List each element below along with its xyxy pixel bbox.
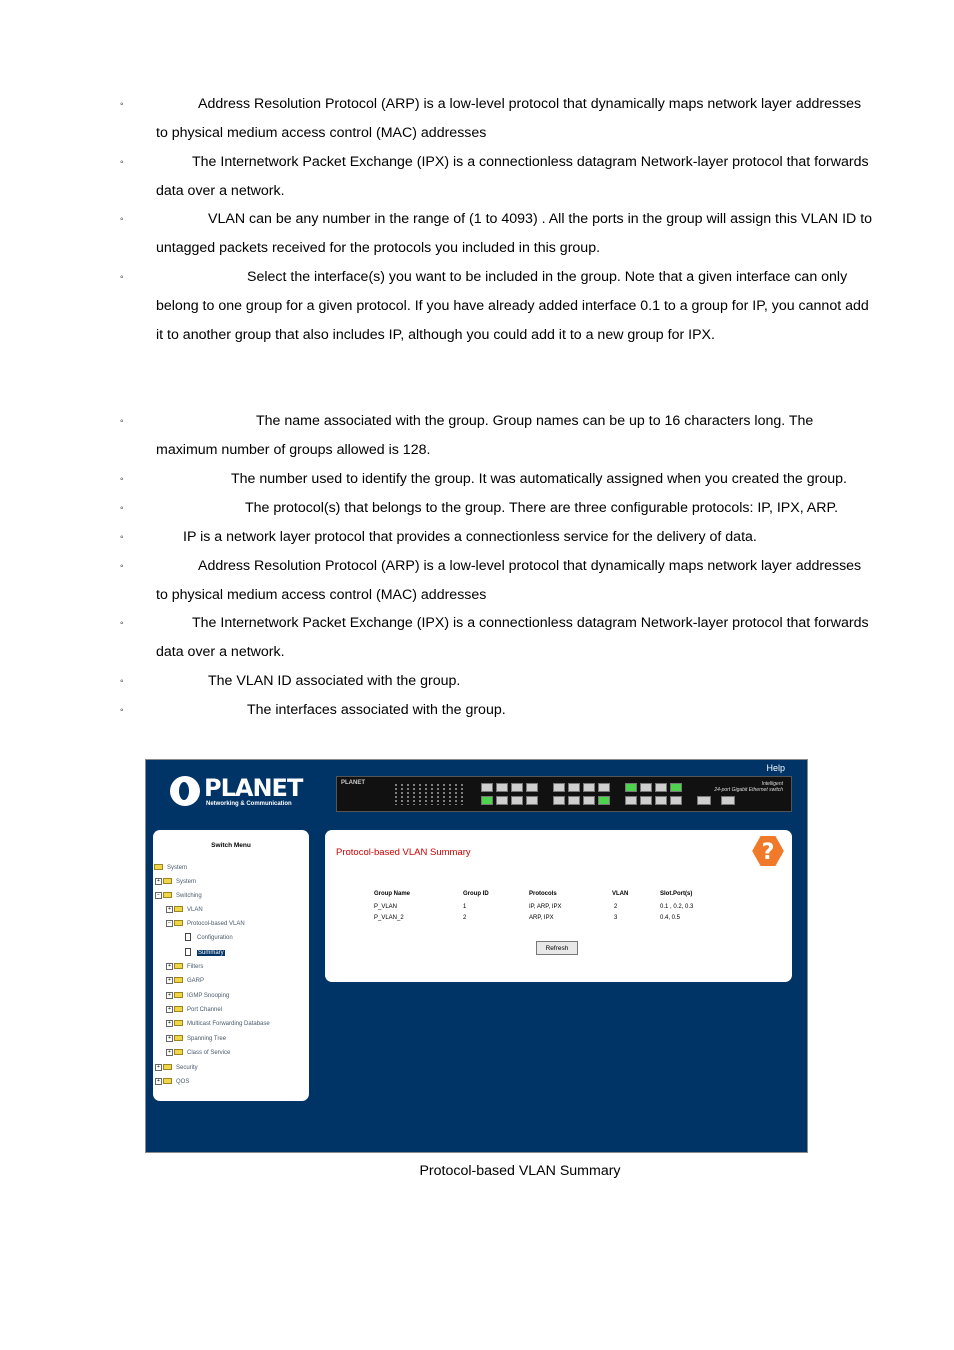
folder-icon — [163, 1064, 172, 1070]
bullet-arp-1 — [120, 90, 882, 148]
folder-open-icon — [174, 920, 183, 926]
device-title-line1: Intelligent — [761, 781, 783, 787]
folder-icon — [174, 1006, 183, 1012]
fiber-port[interactable] — [721, 796, 735, 805]
table-cell: 0.4, 0.5 — [660, 915, 681, 921]
bullet-marker: ◦ — [120, 272, 124, 283]
bullet-text: Address Resolution Protocol (ARP) is a low-level protocol that dynamically maps network layer addresses — [198, 96, 862, 112]
port[interactable] — [526, 796, 538, 805]
bullet-text: The Internetwork Packet Exchange (IPX) is a connectionless datagram Network-layer protocol that forwards — [192, 615, 869, 631]
bullet-marker: ◦ — [120, 676, 124, 687]
port[interactable] — [670, 783, 682, 792]
port[interactable] — [568, 796, 580, 805]
bullet-text: The VLAN ID associated with the group. — [208, 673, 461, 689]
bullet-marker: ◦ — [120, 214, 124, 225]
port[interactable] — [598, 783, 610, 792]
column-header-group-id: Group ID — [463, 891, 489, 897]
menu-item-protocol-based-vlan[interactable] — [166, 919, 245, 929]
port[interactable] — [583, 783, 595, 792]
table-cell: 2 — [463, 915, 467, 921]
switch-menu-header: Switch Menu — [211, 842, 251, 849]
bullet-marker: ◦ — [120, 561, 124, 572]
bullet-marker: ◦ — [120, 157, 124, 168]
device-title-line2: 24-port Gigabit Ethernet switch — [714, 787, 783, 793]
page-icon — [185, 933, 191, 941]
page-title: Protocol-based VLAN Summary — [336, 847, 471, 858]
led-matrix — [393, 783, 463, 805]
bullet-text: The number used to identify the group. It was automatically assigned when you created the group. — [231, 471, 847, 487]
menu-item-system-root[interactable] — [154, 863, 187, 873]
port[interactable] — [583, 796, 595, 805]
menu-item-label: Multicast Forwarding Database — [187, 1021, 270, 1027]
port[interactable] — [640, 783, 652, 792]
menu-item-label: Spanning Tree — [187, 1036, 227, 1042]
embedded-screenshot — [145, 759, 808, 1153]
help-icon[interactable] — [750, 834, 786, 868]
menu-item-igmp-snooping[interactable] — [166, 991, 229, 1001]
menu-item-label-selected: Summary — [198, 950, 224, 956]
bullet-text-cont: data over a network. — [156, 183, 285, 199]
expand-icon[interactable]: + — [155, 1078, 162, 1085]
summary-panel — [325, 830, 792, 982]
bullet-text: The name associated with the group. Group names can be up to 16 characters long. The — [256, 413, 814, 429]
port[interactable] — [553, 783, 565, 792]
column-header-vlan: VLAN — [612, 891, 629, 897]
port[interactable] — [598, 796, 610, 805]
collapse-icon[interactable]: − — [166, 920, 173, 927]
folder-icon — [174, 1049, 183, 1055]
bullet-text: IP is a network layer protocol that provides a connectionless service for the delivery of data. — [183, 529, 757, 545]
port[interactable] — [511, 796, 523, 805]
menu-item-spanning-tree[interactable] — [166, 1034, 226, 1044]
table-cell: 3 — [614, 915, 618, 921]
menu-item-label: Filters — [187, 964, 204, 970]
port[interactable] — [640, 796, 652, 805]
figure-caption: Protocol-based VLAN Summary — [419, 1163, 621, 1179]
table-cell: 0.1 , 0.2, 0.3 — [660, 904, 694, 910]
planet-logo-mark — [170, 776, 200, 806]
menu-item-label: Port Channel — [187, 1007, 223, 1013]
menu-item-label: VLAN — [187, 907, 203, 913]
folder-icon — [174, 1020, 183, 1026]
help-link[interactable]: Help — [766, 763, 785, 773]
port[interactable] — [511, 783, 523, 792]
expand-icon[interactable]: + — [166, 1049, 173, 1056]
bullet-slot-ports — [120, 696, 882, 725]
bullet-marker: ◦ — [120, 99, 124, 110]
bullet-text: Select the interface(s) you want to be included in the group. Note that a given interface can only — [247, 269, 848, 285]
menu-item-label: IGMP Snooping — [187, 993, 230, 999]
menu-item-garp[interactable] — [166, 976, 204, 986]
bullet-text: VLAN can be any number in the range of (1 to 4093) . All the ports in the group will assign this VLAN ID to — [208, 211, 873, 227]
table-cell: IP, ARP, IPX — [529, 904, 562, 910]
folder-icon — [154, 864, 163, 870]
menu-item-configuration[interactable] — [185, 933, 233, 943]
logo-name: PLANET — [204, 774, 303, 802]
bullet-text: Address Resolution Protocol (ARP) is a low-level protocol that dynamically maps network layer addresses — [198, 558, 862, 574]
bullet-ipx-1 — [120, 148, 882, 206]
bullet-marker: ◦ — [120, 618, 124, 629]
bullet-marker: ◦ — [120, 532, 124, 543]
menu-item-label: Switching — [176, 893, 202, 899]
bullet-protocols — [120, 494, 882, 523]
bullet-text-cont: to physical medium access control (MAC) addresses — [156, 125, 487, 141]
table-cell: 2 — [614, 904, 618, 910]
port[interactable] — [496, 796, 508, 805]
logo-tagline: Networking & Communication — [206, 801, 292, 807]
port[interactable] — [625, 783, 637, 792]
table-cell: P_VLAN — [374, 904, 398, 910]
switch-front-panel — [336, 776, 792, 812]
table-cell: P_VLAN_2 — [374, 915, 404, 921]
folder-icon — [163, 878, 172, 884]
refresh-button[interactable]: Refresh — [536, 941, 578, 955]
menu-item-port-channel[interactable] — [166, 1005, 222, 1015]
table-cell: 1 — [463, 904, 467, 910]
bullet-text: The interfaces associated with the group. — [247, 702, 506, 718]
bullet-text-cont: maximum number of groups allowed is 128. — [156, 442, 431, 458]
bullet-text: The Internetwork Packet Exchange (IPX) is a connectionless datagram Network-layer protocol that forwards — [192, 154, 869, 170]
menu-item-label: Class of Service — [187, 1050, 231, 1056]
port[interactable] — [481, 783, 493, 792]
menu-item-class-of-service[interactable] — [166, 1048, 230, 1058]
bullet-text-cont: data over a network. — [156, 644, 285, 660]
expand-icon[interactable]: + — [166, 1035, 173, 1042]
expand-icon[interactable]: + — [166, 906, 173, 913]
bullet-marker: ◦ — [120, 474, 124, 485]
menu-item-label: System — [176, 879, 197, 885]
collapse-icon[interactable]: − — [155, 892, 162, 899]
port[interactable] — [553, 796, 565, 805]
folder-icon — [163, 1078, 172, 1084]
menu-item-label: GARP — [187, 978, 205, 984]
column-header-protocols: Protocols — [529, 891, 557, 897]
bullet-interfaces — [120, 263, 882, 350]
port[interactable] — [481, 796, 493, 805]
expand-icon[interactable]: + — [166, 977, 173, 984]
bullet-group-name — [120, 407, 882, 465]
bullet-ip — [120, 523, 882, 552]
device-title — [714, 781, 783, 793]
switch-menu — [153, 830, 309, 1101]
port[interactable] — [568, 783, 580, 792]
bullet-vlan-id — [120, 205, 882, 263]
port[interactable] — [496, 783, 508, 792]
port[interactable] — [655, 783, 667, 792]
column-header-group-name: Group Name — [374, 891, 411, 897]
port[interactable] — [625, 796, 637, 805]
folder-icon — [174, 992, 183, 998]
bullet-arp-2 — [120, 552, 882, 610]
menu-item-system[interactable] — [155, 877, 196, 887]
expand-icon[interactable]: + — [155, 1064, 162, 1071]
table-cell: ARP, IPX — [529, 915, 554, 921]
device-brand: PLANET — [341, 780, 365, 786]
expand-icon[interactable]: + — [166, 963, 173, 970]
planet-logo — [170, 774, 303, 812]
bullet-text-cont: belong to one group for a given protocol. If you have already added interface 0.1 to a group for IP, you cannot add — [156, 298, 869, 314]
menu-item-label: Protocol-based VLAN — [187, 921, 245, 927]
port[interactable] — [526, 783, 538, 792]
bullet-marker: ◦ — [120, 416, 124, 427]
column-header-slot-ports: Slot.Port(s) — [660, 891, 693, 897]
menu-item-label: System — [167, 865, 188, 871]
menu-item-label: Security — [176, 1065, 198, 1071]
bullet-vlan — [120, 667, 882, 696]
menu-item-label: QOS — [176, 1079, 190, 1085]
expand-icon[interactable]: + — [166, 1006, 173, 1013]
bullet-text-cont: to physical medium access control (MAC) addresses — [156, 587, 487, 603]
bullet-text-cont: untagged packets received for the protocols you included in this group. — [156, 240, 601, 256]
help-icon-glyph: ? — [761, 840, 775, 865]
bullet-text: The protocol(s) that belongs to the group. There are three configurable protocols: IP, IPX, ARP. — [245, 500, 839, 516]
menu-item-vlan[interactable] — [166, 905, 203, 915]
folder-open-icon — [163, 892, 172, 898]
menu-item-summary[interactable] — [185, 948, 225, 958]
folder-icon — [174, 906, 183, 912]
bullet-marker: ◦ — [120, 705, 124, 716]
bullet-group-id — [120, 465, 882, 494]
page-icon — [185, 948, 191, 956]
menu-item-switching[interactable] — [155, 891, 202, 901]
port[interactable] — [655, 796, 667, 805]
expand-icon[interactable]: + — [166, 992, 173, 999]
port[interactable] — [670, 796, 682, 805]
expand-icon[interactable]: + — [166, 1020, 173, 1027]
fiber-port[interactable] — [697, 796, 711, 805]
bullet-ipx-2 — [120, 609, 882, 667]
folder-icon — [174, 963, 183, 969]
menu-item-label: Configuration — [197, 935, 233, 941]
menu-item-security[interactable] — [155, 1063, 198, 1073]
menu-item-qos[interactable] — [155, 1077, 189, 1087]
folder-icon — [174, 1035, 183, 1041]
bullet-text-cont: it to another group that also includes IP, although you could add it to a new group for IPX. — [156, 327, 715, 343]
menu-item-filters[interactable] — [166, 962, 203, 972]
expand-icon[interactable]: + — [155, 878, 162, 885]
menu-item-multicast-forwarding-database[interactable] — [166, 1019, 270, 1029]
folder-icon — [174, 977, 183, 983]
bullet-marker: ◦ — [120, 503, 124, 514]
